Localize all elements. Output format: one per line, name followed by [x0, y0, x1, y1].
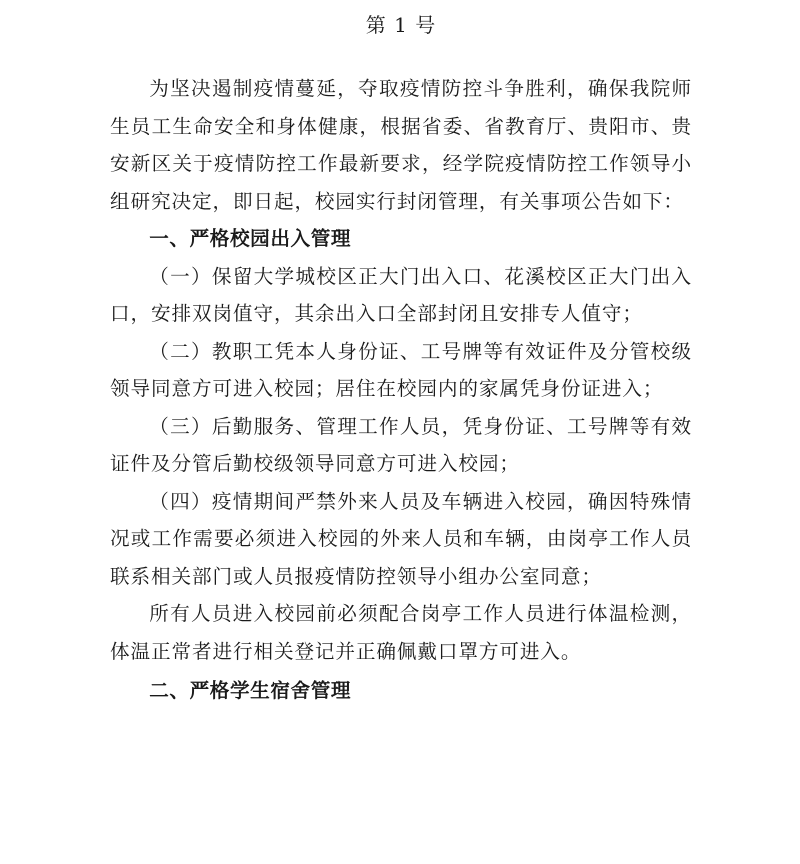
- section1-item-2: （二）教职工凭本人身份证、工号牌等有效证件及分管校级领导同意方可进入校园；居住在校园内的家属凭身份证进入；: [110, 339, 692, 400]
- section1-item-4: （四）疫情期间严禁外来人员及车辆进入校园，确因特殊情况或工作需要必须进入校园的外来人员和车辆，由岗亭工作人员联系相关部门或人员报疫情防控领导小组办公室同意；: [110, 489, 692, 588]
- document-number: 第 1 号: [365, 13, 437, 37]
- section-heading-1: 一、严格校园出入管理: [149, 227, 352, 250]
- section1-note: 所有人员进入校园前必须配合岗亭工作人员进行体温检测，体温正常者进行相关登记并正确佩戴口罩方可进入。: [110, 602, 692, 663]
- document-body: [110, 70, 692, 710]
- section1-item-1: （一）保留大学城校区正大门出入口、花溪校区正大门出入口，安排双岗值守，其余出入口全部封闭且安排专人值守；: [110, 264, 692, 325]
- section1-item-3: （三）后勤服务、管理工作人员，凭身份证、工号牌等有效证件及分管后勤校级领导同意方可进入校园；: [110, 414, 692, 475]
- intro-paragraph: 为坚决遏制疫情蔓延，夺取疫情防控斗争胜利，确保我院师生员工生命安全和身体健康，根据省委、省教育厅、贵阳市、贵安新区关于疫情防控工作最新要求，经学院疫情防控工作领导小组研究决定，即日起，校园实行封闭管理，有关事项公告如下：: [110, 77, 692, 213]
- section-heading-2: 二、严格学生宿舍管理: [149, 679, 352, 702]
